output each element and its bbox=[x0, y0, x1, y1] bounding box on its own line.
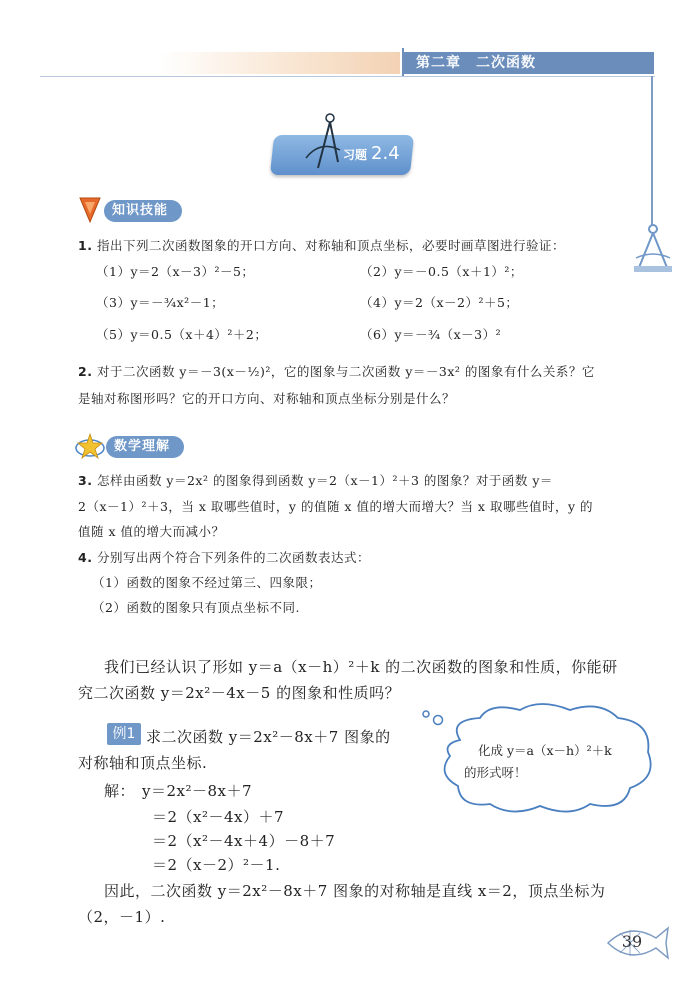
intro-line-2: 究二次函数 y＝2x²－4x－5 的图象和性质吗？ bbox=[78, 684, 401, 702]
pencil-icon bbox=[76, 194, 104, 224]
problem-1-item-3: （3）y＝－¾x²－1； bbox=[96, 295, 225, 310]
chapter-header: 第二章 二次函数 bbox=[404, 52, 654, 74]
solution-step-3: ＝2（x²－4x＋4）－8＋7 bbox=[152, 832, 336, 850]
problem-3-line-2: 2（x－1）²＋3，当 x 取哪些值时，y 的值随 x 值的增大而增大？当 x 取哪些值时，y 的 bbox=[78, 499, 593, 514]
problem-4-item-1: （1）函数的图象不经过第三、四象限； bbox=[92, 575, 322, 590]
problem-4-line bbox=[78, 548, 370, 566]
problem-3-line-1 bbox=[78, 471, 553, 489]
star-icon bbox=[74, 432, 106, 460]
problem-2-line-1 bbox=[78, 362, 595, 380]
page-number: 39 bbox=[621, 932, 643, 951]
bubble-line-1: 化成 y＝a（x－h）²＋k bbox=[478, 743, 612, 758]
section-understanding-label: 数学理解 bbox=[106, 436, 184, 458]
header-rule bbox=[40, 76, 655, 77]
problem-4-number: 4. bbox=[78, 550, 93, 565]
header-decoration bbox=[160, 52, 400, 74]
problem-1-number: 1. bbox=[78, 238, 93, 253]
bubble-line-2: 的形式呀！ bbox=[464, 765, 527, 780]
problem-1-item-1: （1）y＝2（x－3）²－5； bbox=[96, 264, 255, 279]
problem-1-item-5: （5）y＝0.5（x＋4）²＋2； bbox=[96, 327, 268, 342]
side-compass-icon bbox=[628, 222, 678, 274]
solution-label: 解： bbox=[104, 782, 136, 800]
intro-line-1: 我们已经认识了形如 y＝a（x－h）²＋k 的二次函数的图象和性质，你能研 bbox=[104, 658, 618, 676]
problem-4-text: 分别写出两个符合下列条件的二次函数表达式： bbox=[96, 550, 370, 565]
example-label: 例1 bbox=[107, 723, 141, 745]
side-rule bbox=[651, 76, 653, 226]
conclusion-line-2: （2，－1）. bbox=[78, 908, 166, 926]
example-line-1: 求二次函数 y＝2x²－8x＋7 图象的 bbox=[146, 728, 391, 746]
solution-step-1: y＝2x²－8x＋7 bbox=[142, 782, 253, 800]
problem-2-text-1: 对于二次函数 y＝－3(x－½)²，它的图象与二次函数 y＝－3x² 的图象有什么关系？它 bbox=[96, 364, 595, 379]
exercise-title-number: 2.4 bbox=[371, 143, 400, 164]
problem-3-text-1: 怎样由函数 y＝2x² 的图象得到函数 y＝2（x－1）²＋3 的图象？对于函数 y＝ bbox=[96, 473, 553, 488]
solution-step-4: ＝2（x－2）²－1. bbox=[152, 856, 281, 874]
example-line-2: 对称轴和顶点坐标. bbox=[78, 754, 208, 772]
compass-icon bbox=[300, 112, 346, 172]
problem-1-item-6: （6）y＝－¾（x－3）² bbox=[360, 327, 502, 342]
problem-3-number: 3. bbox=[78, 473, 93, 488]
problem-1-item-2: （2）y＝－0.5（x＋1）²； bbox=[360, 264, 523, 279]
exercise-title bbox=[343, 143, 400, 164]
problem-3-line-3: 值随 x 值的增大而减小？ bbox=[78, 524, 225, 539]
conclusion-line-1: 因此，二次函数 y＝2x²－8x＋7 图象的对称轴是直线 x＝2，顶点坐标为 bbox=[104, 882, 606, 900]
problem-1 bbox=[78, 236, 565, 254]
solution-step-2: ＝2（x²－4x）＋7 bbox=[152, 808, 285, 826]
section-skills-label: 知识技能 bbox=[104, 200, 182, 222]
problem-1-text: 指出下列二次函数图象的开口方向、对称轴和顶点坐标，必要时画草图进行验证： bbox=[96, 238, 565, 253]
problem-1-item-4: （4）y＝2（x－2）²＋5； bbox=[360, 295, 519, 310]
exercise-title-prefix: 习题 bbox=[343, 148, 368, 162]
problem-2-number: 2. bbox=[78, 364, 93, 379]
problem-2-line-2: 是轴对称图形吗？它的开口方向、对称轴和顶点坐标分别是什么？ bbox=[78, 391, 456, 406]
problem-4-item-2: （2）函数的图象只有顶点坐标不同. bbox=[92, 600, 300, 615]
thought-bubble bbox=[420, 700, 660, 820]
